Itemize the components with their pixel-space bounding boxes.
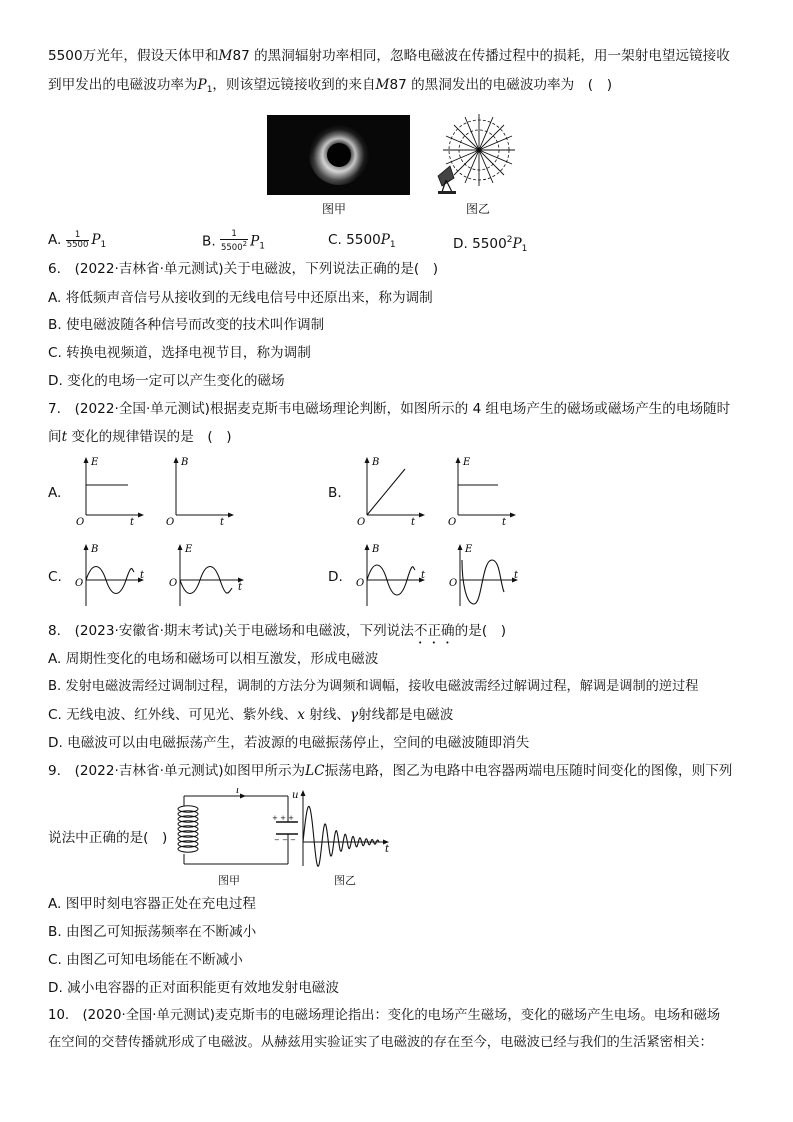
- svg-text:E: E: [463, 457, 471, 468]
- axis-label-t: t: [385, 844, 390, 855]
- svg-text:O: O: [448, 517, 457, 527]
- q7-option-c: C.: [48, 569, 62, 585]
- svg-text:B: B: [181, 457, 189, 468]
- q9-stem: 9. (2022·吉林省·单元测试)如图甲所示为LC振荡电路，图乙为电路中电容器两端电压随时间变化的图像，则下列: [48, 763, 733, 779]
- svg-text:t: t: [411, 517, 416, 527]
- svg-text:O: O: [169, 578, 178, 589]
- graph-b-b-linear: [355, 455, 427, 531]
- axis-label-t: t: [130, 517, 135, 527]
- q7-stem-2: 间t 变化的规律错误的是 ( ): [48, 429, 232, 445]
- svg-text:t: t: [140, 570, 145, 581]
- svg-text:− − −: − − −: [274, 836, 297, 844]
- svg-text:O: O: [357, 517, 366, 527]
- origin-label: O: [76, 517, 85, 527]
- graph-d-b-sine: [355, 542, 429, 616]
- q5-option-c: C. $5500P_1$: [328, 232, 396, 250]
- damped-voltage-graph: [285, 786, 393, 874]
- graph-d-e-cosine: [448, 542, 522, 616]
- svg-text:E: E: [185, 544, 193, 555]
- q5-option-a: A. $\frac{1}{5500}$ $P_1$: [48, 229, 107, 250]
- q7-option-b: B.: [328, 485, 342, 501]
- q8-option-d: D. 电磁波可以由电磁振荡产生，若波源的电磁振荡停止，空间的电磁波随即消失: [48, 735, 530, 751]
- q8-stem: 8. (2023·安徽省·期末考试)关于电磁场和电磁波，下列说法不正确的是( ): [48, 623, 507, 639]
- q6-stem: 6. (2022·吉林省·单元测试)关于电磁波，下列说法正确的是( ): [48, 261, 439, 277]
- q6-option-a: A. 将低频声音信号从接收到的无线电信号中还原出来，称为调制: [48, 290, 433, 306]
- graph-b-e-constant: [446, 455, 518, 531]
- svg-text:O: O: [449, 578, 458, 589]
- graph-c-e-sine: [168, 542, 248, 616]
- q10-line-2: 在空间的交替传播就形成了电磁波。从赫兹用实验证实了电磁波的存在至今，电磁波已经与我们的生活紧密相关：: [48, 1035, 713, 1050]
- caption-fig-jia: 图甲: [322, 202, 347, 216]
- svg-text:B: B: [372, 457, 380, 468]
- svg-text:O: O: [356, 578, 365, 589]
- q7-option-d: D.: [328, 569, 343, 585]
- q9-option-a: A. 图甲时刻电容器正处在充电过程: [48, 896, 257, 912]
- axis-label-e: E: [91, 457, 99, 468]
- q6-option-d: D. 变化的电场一定可以产生变化的磁场: [48, 373, 285, 389]
- svg-text:t: t: [514, 570, 519, 581]
- radiation-diagram: [430, 112, 528, 198]
- q5-line-1: 5500万光年，假设天体甲和M87 的黑洞辐射功率相同，忽略电磁波在传播过程中的损耗，用一架射电望远镜接收: [48, 48, 730, 64]
- q9-stem-2: 说法中正确的是( ): [48, 830, 168, 846]
- damped-wave-curve: [303, 806, 379, 866]
- graph-a-e-constant: [74, 455, 146, 531]
- svg-text:t: t: [502, 517, 507, 527]
- axis-label-u: u: [292, 790, 299, 801]
- q8-option-a: A. 周期性变化的电场和磁场可以相互激发，形成电磁波: [48, 651, 379, 667]
- svg-text:B: B: [91, 544, 99, 555]
- q8-option-b: B. 发射电磁波需经过调制过程，调制的方法分为调频和调幅，接收电磁波需经过解调过程，解调是调制的逆过程: [48, 679, 699, 694]
- caption-fig-yi: 图乙: [466, 202, 491, 216]
- svg-text:+ + +: + + +: [272, 814, 295, 822]
- lc-circuit-diagram: [170, 788, 298, 876]
- q5-line-2: 到甲发出的电磁波功率为$P_1$，则该望远镜接收到的来自M87 的黑洞发出的电磁波功率为 ( ): [48, 77, 613, 95]
- q8-option-c: C. 无线电波、红外线、可见光、紫外线、x 射线、γ射线都是电磁波: [48, 707, 454, 723]
- current-label-i: i: [236, 788, 240, 796]
- q9-caption-jia: 图甲: [218, 874, 240, 887]
- q10-line-1: 10. (2020·全国·单元测试)麦克斯韦的电磁场理论指出：变化的电场产生磁场，变化的磁场产生电场。电场和磁场: [48, 1008, 721, 1023]
- svg-text:O: O: [166, 517, 175, 527]
- q7-stem: 7. (2022·全国·单元测试)根据麦克斯韦电磁场理论判断，如图所示的 4 组电场产生的磁场或磁场产生的电场随时: [48, 401, 731, 417]
- q9-caption-yi: 图乙: [334, 874, 356, 887]
- q6-option-b: B. 使电磁波随各种信号而改变的技术叫作调制: [48, 317, 325, 333]
- q7-option-a: A.: [48, 485, 62, 501]
- graph-c-b-sine: [74, 542, 148, 616]
- graph-a-b-zero: [164, 455, 236, 531]
- q9-option-c: C. 由图乙可知电场能在不断减小: [48, 952, 243, 968]
- svg-text:O: O: [75, 578, 84, 589]
- q9-option-d: D. 减小电容器的正对面积能更有效地发射电磁波: [48, 980, 339, 996]
- svg-text:t: t: [421, 570, 426, 581]
- svg-text:E: E: [465, 544, 473, 555]
- svg-text:B: B: [372, 544, 380, 555]
- svg-text:t: t: [220, 517, 225, 527]
- q6-option-c: C. 转换电视频道，选择电视节目，称为调制: [48, 345, 311, 361]
- svg-text:t: t: [238, 582, 243, 593]
- fraction-b: $\frac{1}{5500^2}$: [220, 229, 248, 253]
- black-hole-image: [267, 115, 410, 195]
- q9-option-b: B. 由图乙可知振荡频率在不断减小: [48, 924, 257, 940]
- emphasis-not-correct: 不正确: [413, 623, 455, 639]
- q5-option-d: D. $5500^2P_1$: [453, 235, 528, 254]
- fraction-a: $\frac{1}{5500}$: [66, 229, 89, 250]
- q5-option-b: B. $\frac{1}{5500^2}$ $P_1$: [202, 229, 265, 253]
